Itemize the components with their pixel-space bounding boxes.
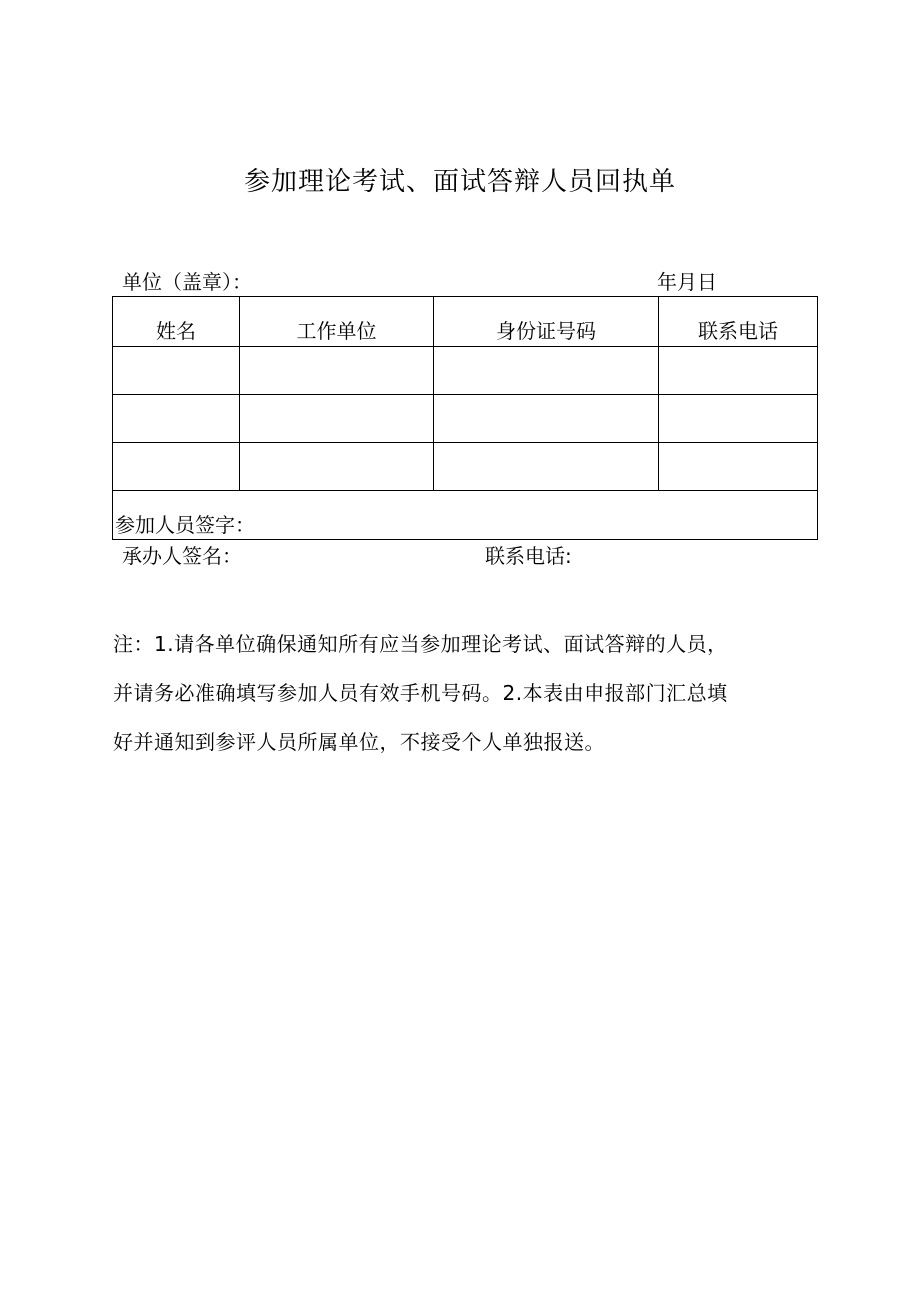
work-unit-cell[interactable] xyxy=(240,443,434,491)
header-work-unit: 工作单位 xyxy=(240,297,434,347)
table-row xyxy=(113,395,818,443)
table-row xyxy=(113,347,818,395)
note-block xyxy=(113,620,823,767)
receipt-table xyxy=(112,296,818,540)
contact-phone-label: 联系电话: xyxy=(485,544,572,568)
work-unit-cell[interactable] xyxy=(240,395,434,443)
work-unit-cell[interactable] xyxy=(240,347,434,395)
header-id-number: 身份证号码 xyxy=(434,297,659,347)
handler-signature-label: 承办人签名： xyxy=(122,544,242,568)
document-title: 参加理论考试、面试答辩人员回执单 xyxy=(243,167,676,197)
id-number-cell[interactable] xyxy=(434,395,659,443)
header-phone: 联系电话 xyxy=(659,297,818,347)
note-line: 注：1.请各单位确保通知所有应当参加理论考试、面试答辩的人员， xyxy=(113,632,728,656)
id-number-cell[interactable] xyxy=(434,347,659,395)
phone-cell[interactable] xyxy=(659,443,818,491)
table-header-row xyxy=(113,297,818,347)
name-cell[interactable] xyxy=(113,443,240,491)
id-number-cell[interactable] xyxy=(434,443,659,491)
unit-seal-label: 单位（盖章）： xyxy=(122,270,252,294)
phone-cell[interactable] xyxy=(659,347,818,395)
name-cell[interactable] xyxy=(113,347,240,395)
note-line: 好并通知到参评人员所属单位，不接受个人单独报送。 xyxy=(113,730,605,754)
name-cell[interactable] xyxy=(113,395,240,443)
participant-signature-label[interactable]: 参加人员签字： xyxy=(113,491,818,540)
table-row xyxy=(113,443,818,491)
phone-cell[interactable] xyxy=(659,395,818,443)
signature-row xyxy=(113,491,818,540)
note-line: 并请务必准确填写参加人员有效手机号码。2.本表由申报部门汇总填 xyxy=(113,681,728,705)
header-name: 姓名 xyxy=(113,297,240,347)
date-label: 年月日 xyxy=(657,270,717,294)
